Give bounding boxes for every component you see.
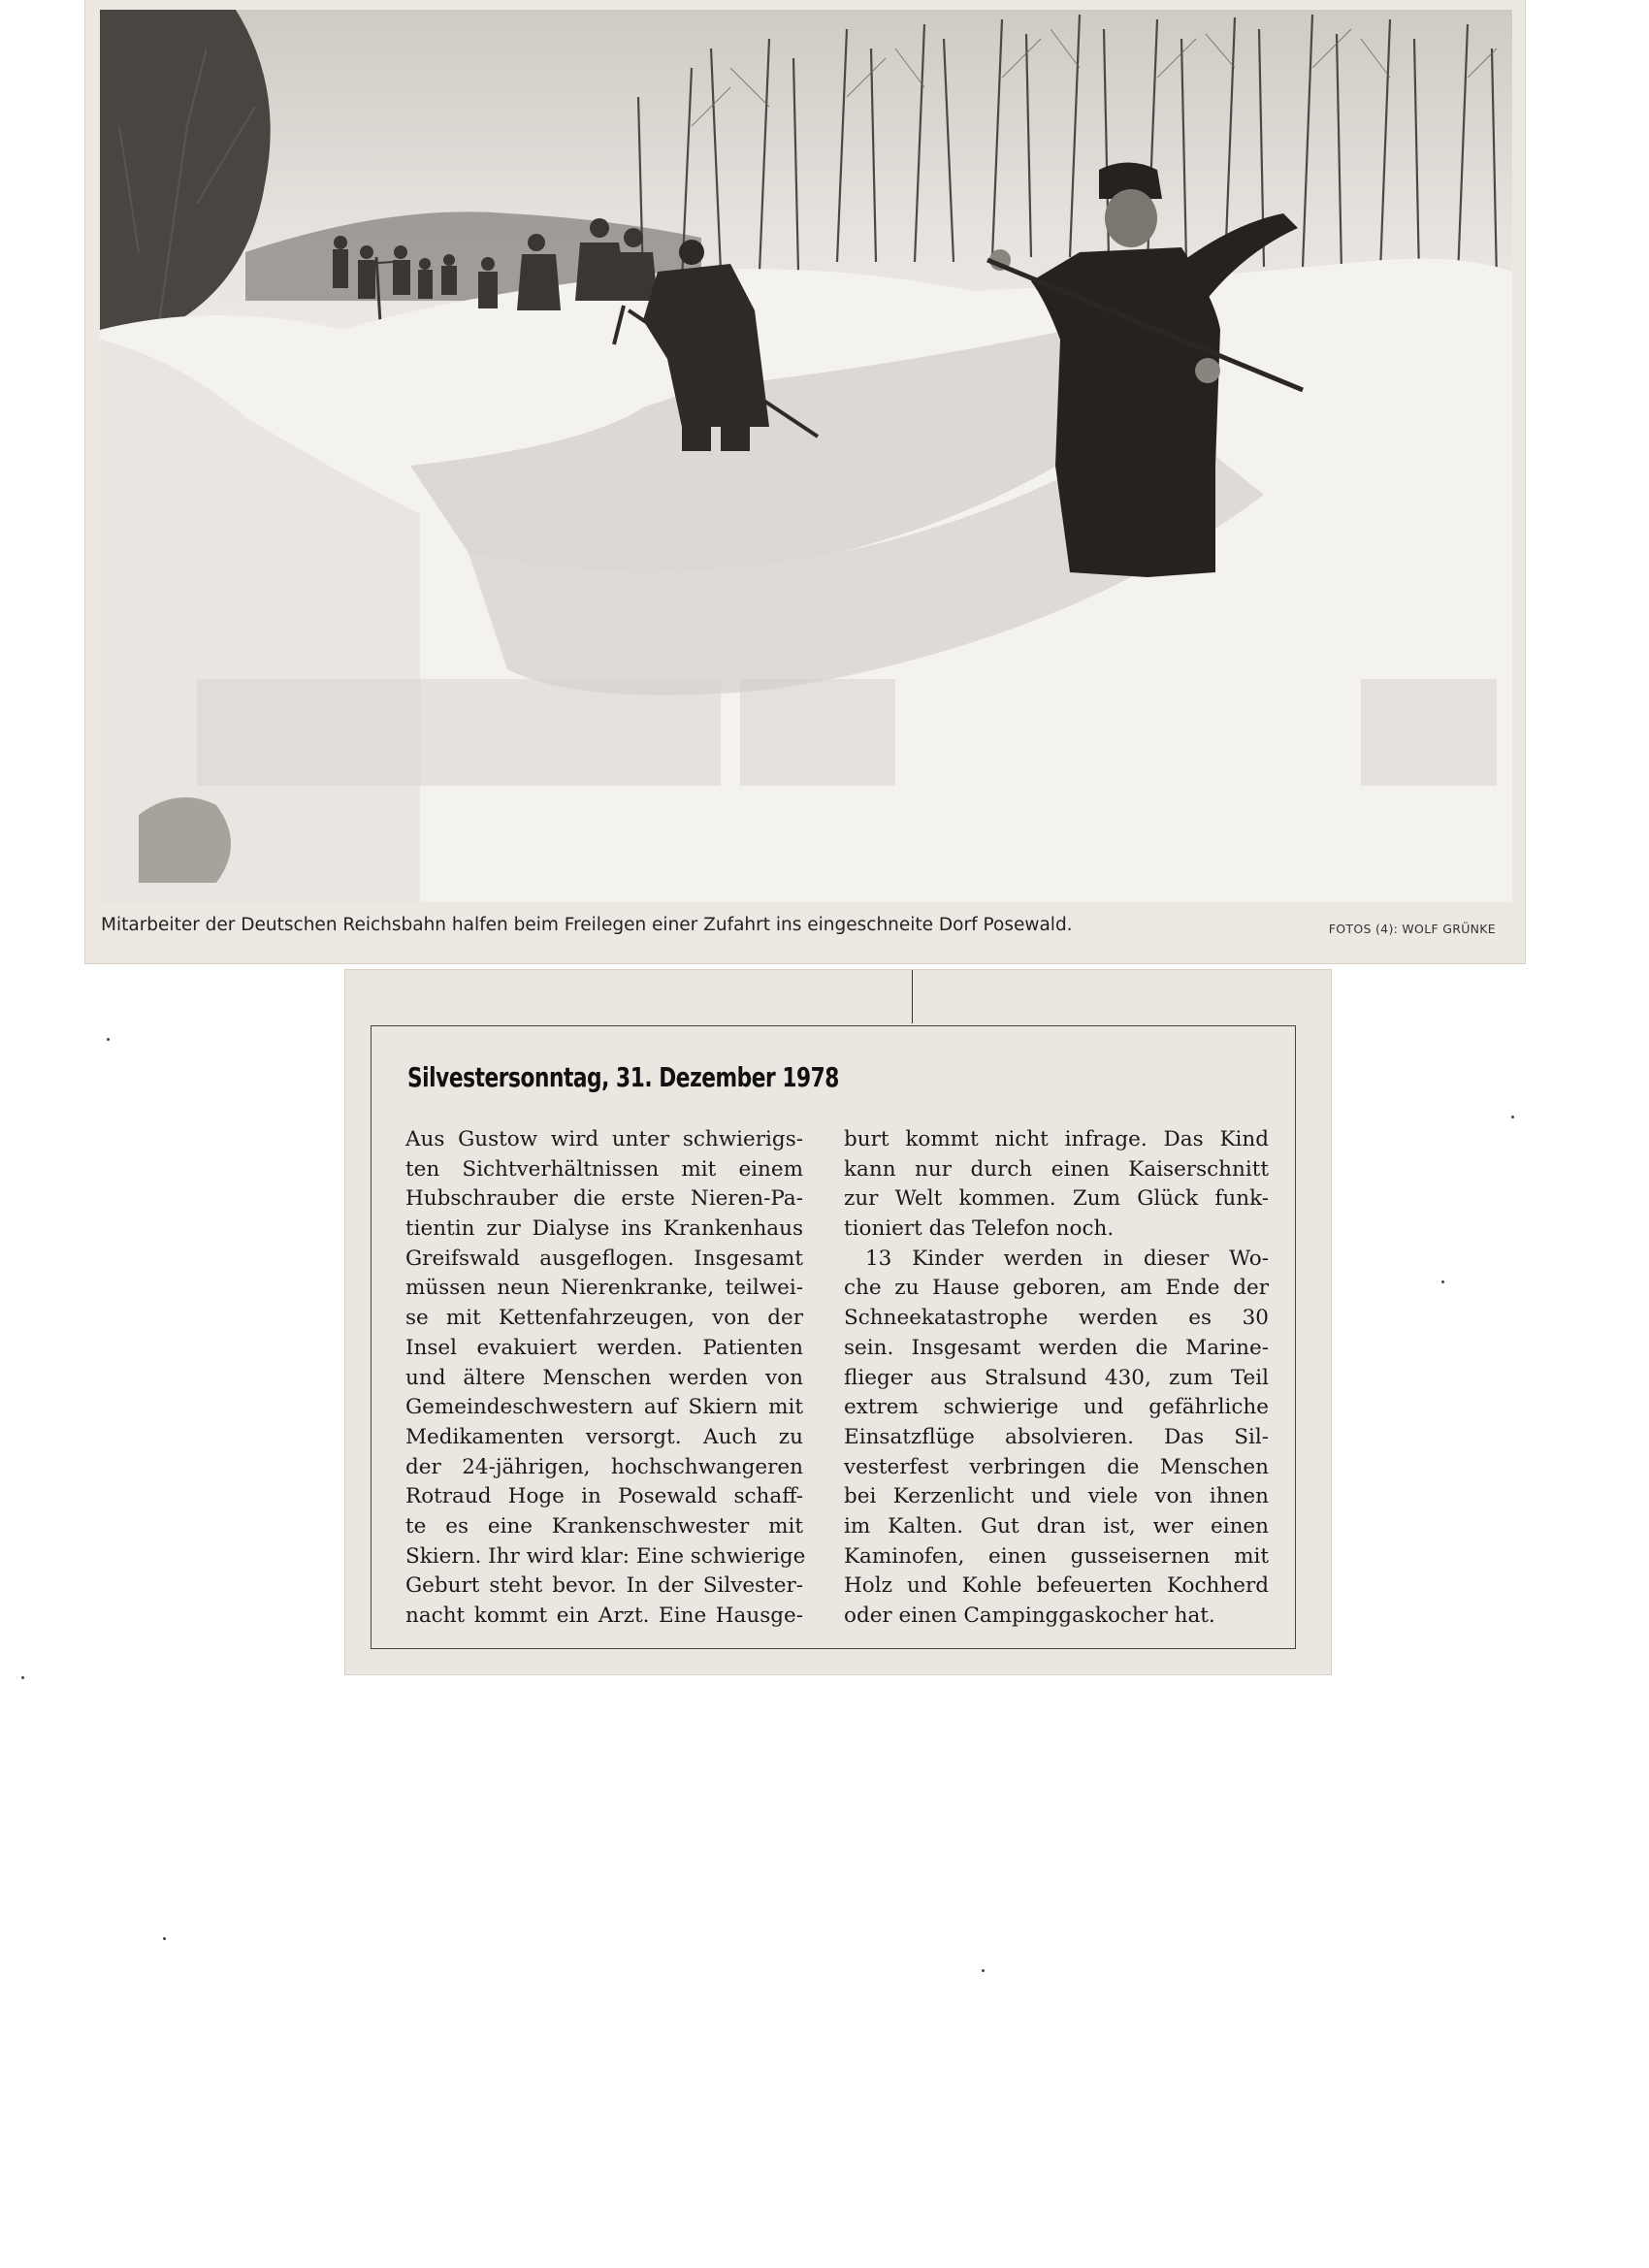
text-line: Rotraud Hoge in Posewald schaff- [405, 1484, 803, 1509]
text-line: ten Sichtverhältnissen mit einem [405, 1156, 803, 1182]
article-clipping [345, 970, 1331, 1674]
text-line: burt kommt nicht infrage. Das Kind [844, 1127, 1269, 1151]
scan-speck [21, 1676, 24, 1679]
text-line: Holz und Kohle befeuerten Kochherd [844, 1573, 1269, 1599]
column-rule-mark [912, 970, 913, 1023]
text-line: 13 Kinder werden in dieser Wo- [865, 1246, 1269, 1271]
text-line: Geburt steht bevor. In der Silvester- [405, 1573, 803, 1599]
text-line: und ältere Menschen werden von [405, 1365, 803, 1390]
text-line: Insel evakuiert werden. Patienten [405, 1335, 803, 1360]
scan-speck [982, 1969, 985, 1972]
scan-speck [163, 1937, 166, 1940]
text-line: oder einen Campinggaskocher hat. [844, 1604, 1215, 1628]
text-line: vesterfest verbringen die Menschen [844, 1454, 1269, 1479]
text-line: te es eine Krankenschwester mit [405, 1513, 803, 1539]
photo-illustration [100, 10, 1512, 902]
photo-credit: FOTOS (4): WOLF GRÜNKE [1328, 922, 1496, 936]
text-line: im Kalten. Gut dran ist, wer einen [844, 1513, 1269, 1539]
article-headline: Silvestersonntag, 31. Dezember 1978 [407, 1061, 839, 1093]
text-line: nacht kommt ein Arzt. Eine Hausge- [405, 1604, 803, 1628]
text-line: Schneekatastrophe werden es 30 [844, 1306, 1269, 1331]
photo-caption: Mitarbeiter der Deutschen Reichsbahn halfen beim Freilegen einer Zufahrt ins eingeschneite Dorf Posewald. [101, 915, 1073, 935]
text-line: tientin zur Dialyse ins Krankenhaus [405, 1216, 803, 1242]
text-line: der 24-jährigen, hochschwangeren [405, 1454, 803, 1479]
text-line: Medikamenten versorgt. Auch zu [405, 1424, 803, 1449]
scan-speck [1441, 1280, 1444, 1283]
text-line: Einsatzflüge absolvieren. Das Sil- [844, 1424, 1269, 1449]
text-line: tioniert das Telefon noch. [844, 1216, 1115, 1242]
text-line: Kaminofen, einen gusseisernen mit [844, 1543, 1269, 1569]
snow-clearing-photo [100, 10, 1512, 902]
scan-speck [107, 1038, 110, 1041]
text-line: Skiern. Ihr wird klar: Eine schwierige [405, 1543, 806, 1569]
text-line: flieger aus Stralsund 430, zum Teil [844, 1365, 1269, 1390]
text-line: kann nur durch einen Kaiserschnitt [844, 1156, 1269, 1182]
text-line: che zu Hause geboren, am Ende der [844, 1276, 1269, 1301]
text-line: zur Welt kommen. Zum Glück funk- [844, 1186, 1269, 1212]
photo-clipping [85, 0, 1525, 963]
text-line: Gemeindeschwestern auf Skiern mit [405, 1395, 803, 1420]
text-line: extrem schwierige und gefährliche [844, 1395, 1269, 1420]
text-line: Greifswald ausgeflogen. Insgesamt [405, 1246, 803, 1271]
text-line: Aus Gustow wird unter schwierigs- [405, 1127, 803, 1151]
text-line: Hubschrauber die erste Nieren-Pa- [405, 1186, 803, 1212]
article-column-2 [844, 1125, 1269, 1632]
article-column-1 [405, 1125, 806, 1632]
text-line: se mit Kettenfahrzeugen, von der [405, 1306, 803, 1331]
text-line: sein. Insgesamt werden die Marine- [844, 1335, 1269, 1360]
text-line: bei Kerzenlicht und viele von ihnen [844, 1484, 1269, 1509]
scan-speck [1511, 1116, 1514, 1118]
text-line: müssen neun Nierenkranke, teilwei- [405, 1276, 803, 1301]
